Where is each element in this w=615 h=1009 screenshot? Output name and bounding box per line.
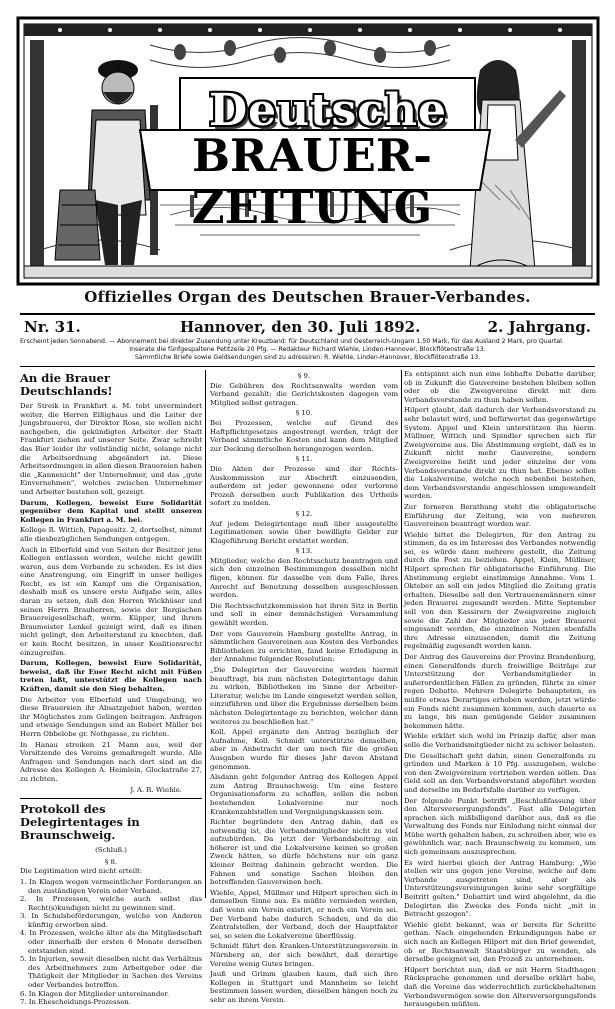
paragraph: Der Antrag des Gauvereins der Provinz Brandenburg, einen Generalfonds durch freiwillige Beiträge zur Unterstützung der Verbandsmitglieder in außerordentlichen Fällen zu gründen, führte zu einer regen Debatte. Mehrere Delegirte behaupteten, es müßte etwas Derartiges erhoben werden, jetzt würde ein Fonds nicht zusammen kommen, auch dauerte es zu lange, bis man genügende Gelder zusammen bekommen hätte. (404, 653, 596, 730)
issue-volume: 2. Jahrgang. (487, 318, 591, 336)
masthead-title-line1: Deutsche (208, 85, 447, 136)
paragraph: Wiehle giebt bekannt, was er bereits für Schritte gethan. Nach eingehenden Erkundigungen habe er sich nach an Kollegen Hilpert mit den Brief gewendet, ob er Rechtsanwalt Staatsbürger zu wenden, als derselbe geeignet sei, den Prozeß zu unternehmen. (404, 920, 596, 964)
info-line: Erscheint jeden Sonnabend. — Abonnement bei direkter Zusendung unter Kreuzband: für Deutschland und Oesterreich-Ungarn 1.50 Mark, für das Ausland 2 Mark, pro Quartal. (20, 338, 564, 345)
info-line: Inserate die fünfgespaltene Petitzeile 20 Pfg. — Redakteur Richard Wiehle, Linden-Hannover, Blockflötenstraße 13. (129, 346, 486, 354)
issue-number: Nr. 31. (24, 318, 81, 336)
section-number: § 10. (295, 409, 313, 418)
paragraph: Der vom Gauverein Hamburg gestellte Antrag, in sämmtlichen Gauvereinen aus Kosten des Verbandes Bibliotheken zu errichten, fand keine Erledigung in der Annahme folgender Resolution: (210, 629, 398, 664)
paragraph: Die Arbeiter von Elberfeld und Umgebung, wo diese Brauereien ihr Absatzgebiet haben, werden ihr Möglichstes zum Gelingen beitragen. Anfragen und etwaige Sendungen sind an Robert Müller bei Herrn Obbelobe gr. Nothgasse, zu richten. (20, 695, 202, 738)
paragraph: Bei Prozessen, welche auf Grund des Haftpflichtgesetzes angestrengt werden, trägt der Verband sämmtliche Kosten und kann dem Mitglied zur Deckung derselben herangezogen werden. (210, 418, 398, 453)
section-number: § 13. (295, 547, 313, 556)
paragraph: Darum, Kollegen, beweist Eure Solidarität, beweist, daß ihr Euer Recht nicht mit Füßen treten laßt, unterstützt die Kollegen nach Kräften, damit sie den Sieg behalten. (20, 659, 202, 693)
issue-place-date: Hannover, den 30. Juli 1892. (180, 318, 421, 336)
list-item: 7. In Ehescheidungs-Prozessen. (20, 998, 131, 1007)
column-3 (404, 370, 596, 1009)
paragraph: Wiehle bittet die Delegirten, für den Antrag zu stimmen, da es im Interesse des Verbandes notwendig sei, es würde dann mehrere gestellt, die Zeitung durch die Post zu beziehen. Appel, Klein, Müllmer, Hilpert sprechen für obligatorische Einführung. Die Abstimmung ergiebt einstimmige Annahme. Vom 1. Oktober an soll ein jedes Mitglied die Zeitung gratis erhalten. Dieselbe soll den Vertrauensmännern einer jeden Brauerei zugesandt werden. Mitte September soll von den Kassirern der Zweigvereine zugleich sowie die Zahl der Mitglieder aus jeder Brauerei eingesandt werden, die einzelnen Notizen ebenfalls ihre Adresse einzusenden, damit die Zeitung regelmäßig zugesandt werden kann. (404, 530, 596, 651)
list-item: 2. In Prozessen, welche auch selbst das Recht(s)kundigen nicht zu gewinnen sind. (20, 895, 202, 912)
paragraph: Wiehle, Appel, Müllmer und Hilpert sprechen sich in demselben Sinne aus. Es müßte vermieden werden, daß wenn ein Verein existirt, er noch ein Verein sei. Der Verband habe dadurch Schaden, und da die Zentralstellen, der Verband, doch der Hauptfaktor sei, so seien die Lokalvereine überflüssig. (210, 888, 398, 940)
paragraph: Alsdann geht folgender Antrag des Kollegen Appel zum Antrag Braunschweig: Um eine festere Organisationsform zu schaffen, sollen die neben bestehenden Lokalvereine nur noch Krankenzahlstellen und Vergnügungskassen sein. (210, 773, 398, 816)
paragraph: Wiehle erklärt sich wohl im Prinzip dafür, aber man solle die Verbandsmitglieder nicht zu schwer belasten. (404, 732, 596, 749)
list-item: 5. In Injurien, soweit dieselben nicht das Verhältnis des Arbeitnehmers zum Arbeitgeber oder die Thätigkeit der Mitglieder in Sachen des Vereins oder Verbandes betreffen. (20, 955, 202, 990)
paragraph: Koll. Appel ergänzte den Antrag bezüglich der Aufnahme, Koll. Schmidt unterstützte denselben, aber in Anbetracht der um noch für die großen Ausgaben wurde für dieses Jahr davon Abstand genommen. (210, 728, 398, 771)
masthead-title-line2: BRAUER-ZEITUNG (191, 129, 433, 234)
paragraph: In Hanau streiken 21 Mann aus, weil der Vorsitzende des Vereins gemaßregelt wurde. Alle Anfragen und Sendungen nach dort sind an die Adresse des Kollegen A. Heimlein, Glockstraße 27, zu richten. (20, 740, 202, 783)
paragraph: Der Streik in Frankfurt a. M. tobt unvermindert weiter, die Herren Elßighaus und die Leiter der Jungsbrauerei, der Direktor Rose, sie wollen nicht nachgeben, die gekündigten Arbeiter der Stadt Frankfurt ziehen auf unserer Seite. Zwar schreibt das Bier leider ihr vollständig nicht, solange nicht die Arbeitsordnung abgeändert ist. Diese Arbeitsordnungen in allen diesen Brauereien haben die „Kannenicht" der Unternehmer, und das „gute Einvernehmen", welches zwischen Unternehmer und Arbeiter bestehen soll, gezeigt. (20, 402, 202, 496)
column-divider (205, 370, 206, 898)
woman-figure (470, 40, 586, 276)
list-item: 4. In Prozessen, welche älter als die Mitgliedschaft oder innerhalb der ersten 6 Monate derselben entstanden sind. (20, 929, 202, 955)
divider (20, 366, 595, 367)
article-heading: Protokoll des Delegirtentages in Braunschweig. (20, 802, 140, 843)
column-1 (20, 370, 202, 1007)
divider (20, 798, 202, 799)
paragraph: Richter begründete den Antrag dahin, daß es notwendig ist, die Verbandsmitglieder nicht zu viel aufzubürden. Da jetzt der Verbandsbeitrag ein höherer ist und die Lokalvereine keinen so großen Zweck hätten, so dürfe höchstens nur ein ganz kleiner Beitrag dahinein gebracht werden. Die Fahnen und sonstige Sachen bleiben den betreffenden Gauvereinen hoch. (210, 818, 398, 887)
paragraph: Jauß und Grimm glauben kaum, daß sich ihre Kollegen in Stuttgart und Mannheim so leicht bestimmen lassen werden, dieselben hängen noch zu sehr an ihrem Verein. (210, 970, 398, 1004)
list-item: 3. In Schulsbeförderungen, welche von Anderen künftig erworben sind. (20, 912, 202, 929)
column-divider (401, 370, 402, 898)
paragraph: Es entspinnt sich nun eine lebhafte Debatte darüber, ob in Zukunft die Gauvereine bestehen bleiben sollen oder ob die Zweigvereine direkt mit dem Verbandsvorstande zu thun haben sollen. (404, 370, 596, 404)
paragraph: Darum, Kollegen, beweist Eure Solidarität gegenüber dem Kapital und stellt unseren Kollegen in Frankfurt a. M. bei. (20, 498, 202, 524)
info-line: Sämmtliche Briefe sowie Geldsendungen sind zu adressiren: R. Wiehle, Linden-Hannover, Blockflötenstraße 13. (134, 354, 481, 362)
paragraph: „Die Delegirten der Gauvereine werden hiermit beauftragt, bis zum nächsten Delegirtentage dahin zu wirken, Bibliotheken im Sinne der Arbeiter-Literatur, welche im Lande eingesetzt werden sollen, einzuführen und über die Ergebnisse derselben beim nächsten Delegirtentage zu berichten, welcher dann weiteres zu beschließen hat." (210, 666, 398, 726)
paragraph: Die Legitimation wird nicht erteilt: (20, 867, 143, 876)
list-item: 6. In Klagen der Mitglieder untereinander. (20, 989, 170, 998)
section-number: § 11. (295, 455, 313, 464)
paragraph: Die Rechtsschutzkommission hat ihren Sitz in Berlin und soll in einer demnächstigen Versammlung gewählt werden. (210, 601, 398, 628)
paragraph: Hilpert glaubt, daß dadurch der Verbandsvorstand zu sehr belastet wird, und befürwortet das gegenwärtige System. Appel und Klein unterstützen ihn hierin. Müllmer, Wittich und Spindler sprechen sich für Zweigvereine aus. Die Abstimmung ergiebt, daß es in Zukunft nicht mehr Gauvereine, sondern Zweigvereine heißt und jeder einzelne der vom Verbandsvorstande direkt zu thun hat. Ebenso sollen die Lokalvereine, welche noch nebenbei bestehen, dem Verbandsvorstande angeschlossen umgewandelt werden. (404, 406, 596, 501)
section-number: § 12. (295, 509, 313, 518)
issue-line (20, 313, 595, 335)
paragraph: Kollege R. Wittich, Papagesitz. 2, dortselbst, nimmt alle diesbezüglichen Sendungen entgegen. (20, 526, 202, 543)
signature: J. A. R. Wiehle. (130, 785, 182, 794)
paragraph: Hilpert berichtet nun, daß er mit Herrn Stadthagen Rücksprache genommen und derselbe erklärt habe, daß die Vereine das widerrechtlich zurückbehaltenen Verbandsvermögen sowie den Altersversorgungsfonds herausgeben müßten. (404, 965, 596, 1009)
section-number: § 9. (297, 372, 311, 380)
article-heading: An die Brauer Deutschlands! (20, 371, 113, 398)
brewer-figure (30, 40, 158, 276)
paragraph: Auch in Elberfeld sind von Seiten der Besitzer jene Kollegen entlassen worden, welche nicht gewillt waren, aus dem Verbande zu scheiden. Es ist dies eine Anstrengung, ein Eingriff in unser heiliges Recht, es ist ein Kampf um die Organisation, deshalb muß es unsere erste Aufgabe sein, alles daran zu setzen, daß den Herren Wickhüser und seinen Herrn Brauherren, sowie der Bergischen Brauereigesellschaft, worm. Küpper, und ihrem Braumeister Lenkel gezeigt wird, daß es ihnen nicht gelingt, den Arbeiterstand zu knechten, daß er kein Recht besitzen, in unser Koalitionsrecht einzugreifen. (20, 545, 202, 657)
paragraph: Es wird hierbei gleich der Antrag Hamburg: „Wie stellen wir uns gegen jene Vereine, welche auf dem Verbande ausgetreten sind, aber als Unterstützungsvereinigungen keine sehr sorgfältige Beitritt gelten." Debattirt und wird abgelehnt, da die Delegirten die Zwecke des Fonds nicht „mit in Betracht gezogen". (404, 858, 596, 919)
masthead-subtitle: Offizielles Organ des Deutschen Brauer-Verbandes. (84, 288, 531, 306)
paragraph: Zur ferneren Berathung steht die obligatorische Einführung der Zeitung, wie von mehreren Gauvereinen beantragt worden war. (404, 502, 596, 529)
column-2 (210, 370, 398, 1004)
paragraph: Schmidt führt den Kranken-Unterstützungsverein in Nürnberg an, der sich bewährt, daß derartige Vereine wenig Gutes bringen. (210, 942, 398, 968)
paragraph: Mitglieder, welche den Rechtsschutz beantragen und sich den einzelnen Bestimmungen desselben nicht fügen, können für dasselbe von dem Falle, ihres Anrecht auf Benutzung desselben ausgeschlossen werden. (210, 556, 398, 600)
list-item: 1. In Klagen wegen vermeintlicher Forderungen an den zuständigen Verein oder Verband. (20, 877, 202, 895)
paragraph: Auf jedem Delegirtentage muß über ausgestellte Legitimationen sowie über bewilligte Gelder zur Klageführung Bericht erstattet werden. (210, 519, 398, 545)
paragraph: Die Akten der Prozesse sind der Rechts-Auskommission zur Abschrift einzusenden, außerdem ist jeder gewonnene oder verlorene Prozeß derselben auch Publikation des Urtheils sofort zu melden. (210, 464, 398, 508)
masthead (0, 0, 615, 286)
section-number: § 8. (104, 857, 118, 866)
subscription-info (20, 338, 595, 363)
paragraph: Die Gebühren des Rechtsanwalts werden vom Verband gezahlt; die Gerichtskosten dagegen vom Mitglied selbst getragen. (210, 381, 398, 407)
continuation-note: (Schluß.) (95, 846, 127, 855)
paragraph: Die Gesellschaft geht dahin, einen Generalfonds zu gründen und Marken à 10 Pfg. auszugeben, welche von den Zweigvereinen vertrieben werden sollen. Das Geld soll an den Verbandsvorstand abgeführt werden und derselbe im Bedarfsfalle darüber zu verfügen. (404, 751, 596, 794)
paragraph: Der folgende Punkt betrifft „Beschlußfassung über den Altersversorgungsfonds". Fast alle Delegirten sprachen sich mißbilligend darüber aus, daß es die Verwaltung des Fonds nur Einladung nicht einmal der Mühe werth gehalten haben, zu schreiben aber, wie es gewöhnlich war, nach Braunschweig zu kommen, um sich gemeinsam auszusprechen. (404, 796, 596, 857)
exclusion-list (20, 878, 202, 1007)
